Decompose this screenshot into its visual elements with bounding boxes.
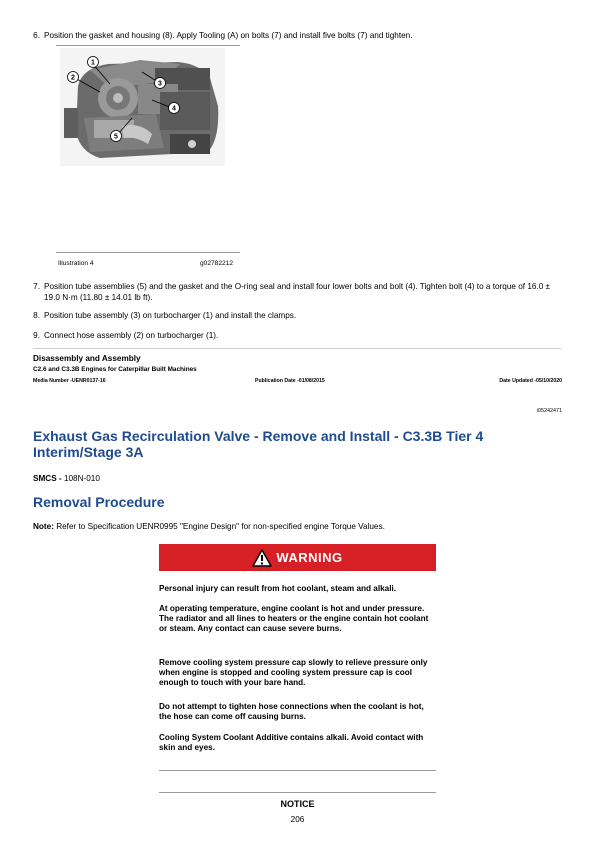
warning-triangle-icon [252,549,272,567]
warning-bottom-rule [159,770,436,771]
engine-photo [60,48,225,166]
step-number: 8. [33,311,40,320]
smcs-value: 108N-010 [63,474,100,483]
warning-banner [159,544,436,571]
warning-label: WARNING [276,550,343,565]
callout-2: 2 [71,74,75,82]
publication-date: Publication Date -01/08/2015 [255,378,325,384]
section-subtitle: C2.6 and C3.3B Engines for Caterpillar Built Machines [33,366,197,373]
removal-heading: Removal Procedure [33,494,165,510]
page-title: Exhaust Gas Recirculation Valve - Remove and Install - C3.3B Tier 4 Interim/Stage 3A [33,428,484,460]
note-label: Note: [33,522,54,531]
date-updated: Date Updated -05/10/2020 [499,378,562,384]
note-text: Refer to Specification UENR0995 "Engine Design" for non-specified engine Torque Values. [56,522,385,531]
step-text: Position tube assemblies (5) and the gasket and the O-ring seal and install four lower bolts and bolt (4). Tighten bolt (4) to a torque of 16.0 ± 19.0 N·m (11.80 ± 14.01 lb ft). [44,282,551,302]
warning-paragraph-4: Do not attempt to tighten hose connections when the coolant is hot, the hose can come off causing burns. [159,702,424,722]
step-text: Position the gasket and housing (8). Apply Tooling (A) on bolts (7) and install five bolts (7) and tighten. [44,31,413,40]
section-title: Disassembly and Assembly [33,354,141,363]
step-text: Position tube assembly (3) on turbocharger (1) and install the clamps. [44,311,297,320]
illustration-label: Illustration 4 [58,260,94,267]
step-number: 6. [33,31,40,40]
smcs-label: SMCS - [33,474,62,483]
figure-top-rule [56,45,240,46]
illustration-code: g02782212 [200,260,234,267]
callout-5: 5 [114,133,118,141]
note [33,522,563,531]
smcs [33,474,100,483]
engine-illustration [60,48,225,166]
page-number: 206 [290,815,305,824]
step-text: Connect hose assembly (2) on turbocharger (1). [44,331,219,340]
notice-label: NOTICE [280,799,315,809]
warning-paragraph-1: Personal injury can result from hot coolant, steam and alkali. [159,584,397,593]
notice-top-rule [159,792,436,793]
step-7 [28,281,568,305]
warning-paragraph-5: Cooling System Coolant Additive contains alkali. Avoid contact with skin and eyes. [159,733,424,753]
figure-bottom-rule [56,252,240,253]
step-number: 9. [33,331,40,340]
warning-paragraph-2: At operating temperature, engine coolant is hot and under pressure. The radiator and all lines to heaters or the engine contain hot coolant or steam. Any contact can cause severe burns. [159,604,429,634]
callout-3: 3 [158,80,162,88]
media-number: Media Number -UENR0137-16 [33,378,106,384]
warning-paragraph-3: Remove cooling system pressure cap slowly to relieve pressure only when engine is stopped and cooling system pressure cap is cool enough to touch with your bare hand. [159,658,428,688]
header-rule [33,348,561,349]
callout-4: 4 [172,105,176,113]
step-number: 7. [33,282,40,291]
document-id: i05242471 [536,408,562,414]
callout-1: 1 [91,59,95,67]
